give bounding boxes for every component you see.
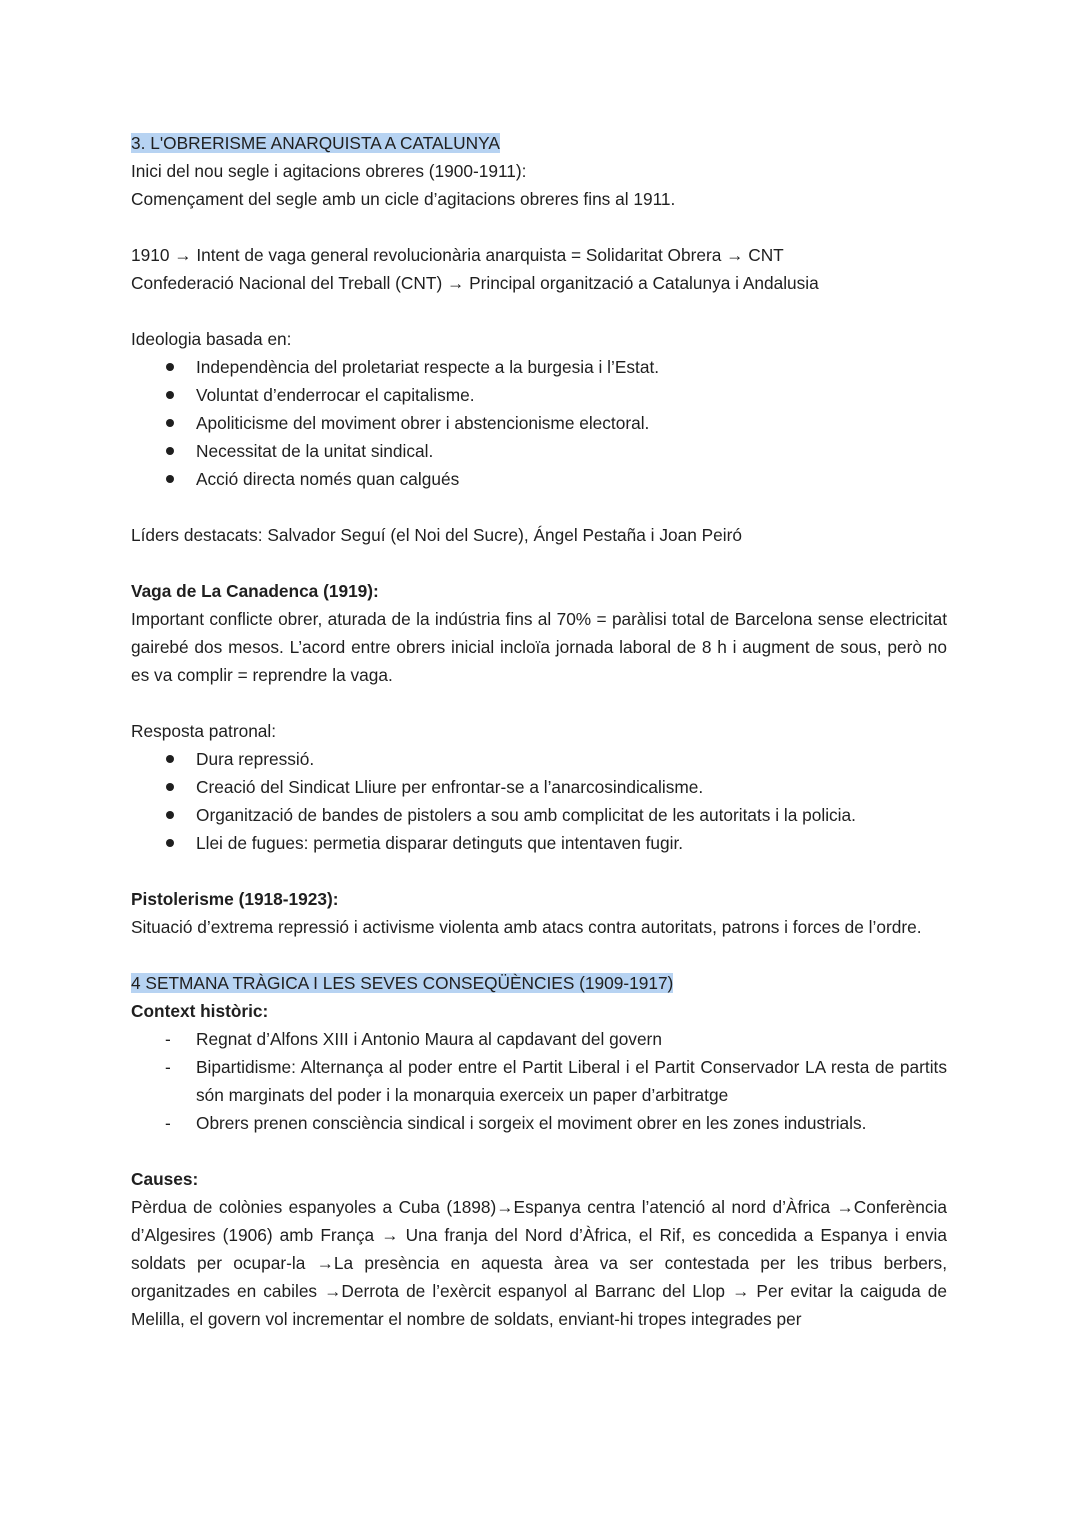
ideology-list xyxy=(131,353,947,493)
causes-paragraph: Pèrdua de colònies espanyoles a Cuba (1898)→Espanya centra l’atenció al nord d’Àfrica →Conferència d’Algesires (1906) amb França → Una franja del Nord d’Àfrica, el Rif, es concedida a Espanya i envia soldats per ocupar-la →La presència en aquesta àrea va ser contestada per les tribus berbers, organitzades en cabiles →Derrota de l’exèrcit espanyol al Barranc del Llop → Per evitar la caiguda de Melilla, el govern vol incrementar el nombre de soldats, enviant-hi tropes integrades per xyxy=(131,1197,947,1329)
list-item: Llei de fugues: permetia disparar detinguts que intentaven fugir. xyxy=(131,829,947,857)
dash-marker: - xyxy=(165,1057,171,1077)
spacer xyxy=(131,1137,947,1165)
context-list xyxy=(131,1025,947,1137)
spacer xyxy=(131,689,947,717)
cnt-line-1: 1910 → Intent de vaga general revolucionària anarquista = Solidaritat Obrera → CNT xyxy=(131,245,784,265)
list-item xyxy=(131,1025,947,1053)
intro-line-2: Començament del segle amb un cicle d’agitacions obreres fins al 1911. xyxy=(131,189,676,209)
list-item: Apoliticisme del moviment obrer i abstencionisme electoral. xyxy=(131,409,947,437)
spacer xyxy=(131,213,947,241)
section-4-heading: 4 SETMANA TRÀGICA I LES SEVES CONSEQÜÈNCIES (1909-1917) xyxy=(131,973,674,993)
dash-marker: - xyxy=(165,1029,171,1049)
leaders-line: Líders destacats: Salvador Seguí (el Noi del Sucre), Ángel Pestaña i Joan Peiró xyxy=(131,525,742,545)
list-item: Acció directa només quan calgués xyxy=(131,465,947,493)
response-list xyxy=(131,745,947,857)
list-item: Creació del Sindicat Lliure per enfrontar-se a l’anarcosindicalisme. xyxy=(131,773,947,801)
dash-marker: - xyxy=(165,1113,171,1133)
canadenca-title: Vaga de La Canadenca (1919): xyxy=(131,581,379,601)
list-item-text: Obrers prenen consciència sindical i sorgeix el moviment obrer en les zones industrials. xyxy=(196,1113,867,1133)
spacer xyxy=(131,549,947,577)
section-3-heading-line xyxy=(131,129,947,157)
ideology-label: Ideologia basada en: xyxy=(131,329,292,349)
list-item xyxy=(131,1109,947,1137)
section-3-heading: 3. L'OBRERISME ANARQUISTA A CATALUNYA xyxy=(131,133,500,153)
response-label: Resposta patronal: xyxy=(131,721,277,741)
spacer xyxy=(131,493,947,521)
list-item: Dura repressió. xyxy=(131,745,947,773)
list-item: Necessitat de la unitat sindical. xyxy=(131,437,947,465)
intro-line-1: Inici del nou segle i agitacions obreres (1900-1911): xyxy=(131,161,527,181)
spacer xyxy=(131,297,947,325)
list-item-text: Regnat d’Alfons XIII i Antonio Maura al capdavant del govern xyxy=(196,1029,662,1049)
context-title: Context històric: xyxy=(131,1001,269,1021)
causes-title: Causes: xyxy=(131,1169,199,1189)
spacer xyxy=(131,941,947,969)
list-item: Independència del proletariat respecte a la burgesia i l’Estat. xyxy=(131,353,947,381)
document-page xyxy=(131,129,947,1333)
list-item-text: Bipartidisme: Alternança al poder entre el Partit Liberal i el Partit Conservador LA resta de partits són marginats del poder i la monarquia exerceix un paper d’arbitratge xyxy=(196,1057,947,1105)
section-4-heading-line xyxy=(131,969,947,997)
pistolerisme-title: Pistolerisme (1918-1923): xyxy=(131,889,339,909)
list-item: Voluntat d’enderrocar el capitalisme. xyxy=(131,381,947,409)
list-item xyxy=(131,1053,947,1109)
pistolerisme-paragraph: Situació d’extrema repressió i activisme violenta amb atacs contra autoritats, patrons i forces de l’ordre. xyxy=(131,917,922,937)
canadenca-paragraph: Important conflicte obrer, aturada de la indústria fins al 70% = paràlisi total de Barcelona sense electricitat gairebé dos mesos. L’acord entre obrers inicial incloïa jornada laboral de 8 h i augment de sous, però no es va complir = reprendre la vaga. xyxy=(131,609,947,685)
cnt-line-2: Confederació Nacional del Treball (CNT) → Principal organització a Catalunya i Andalusia xyxy=(131,273,819,293)
spacer xyxy=(131,857,947,885)
list-item: Organització de bandes de pistolers a sou amb complicitat de les autoritats i la policia. xyxy=(131,801,947,829)
